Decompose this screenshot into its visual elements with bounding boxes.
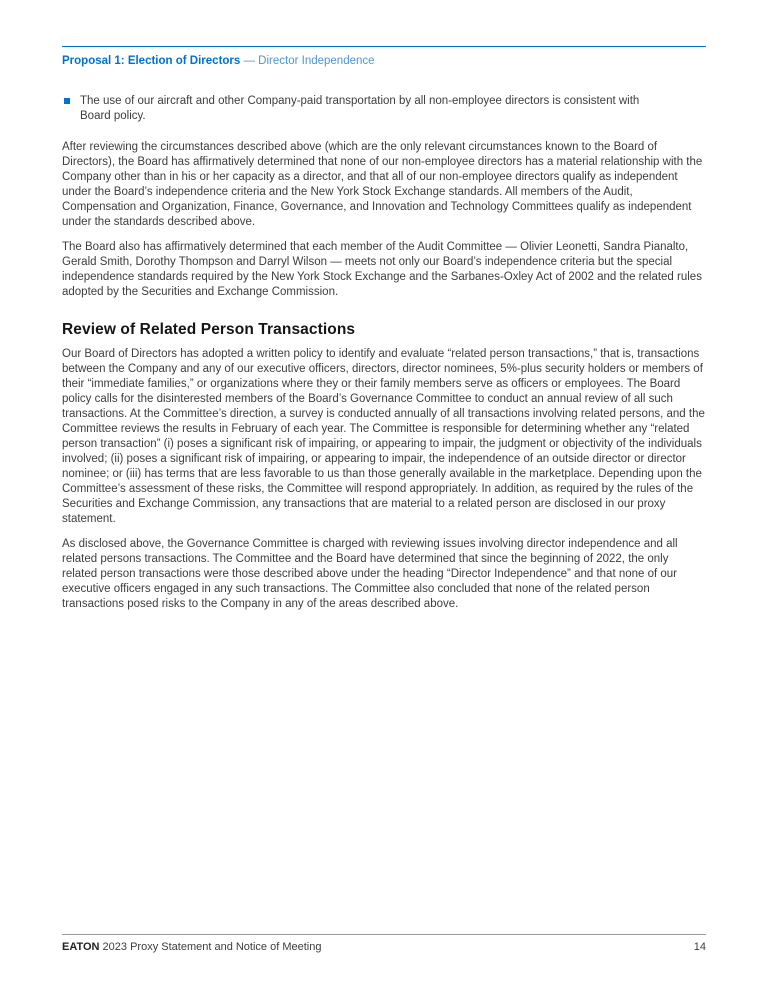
bullet-text: The use of our aircraft and other Company-paid transportation by all non-employee directors is consistent with Board policy. (80, 94, 640, 122)
section-heading-related-person-transactions: Review of Related Person Transactions (62, 321, 356, 339)
page-body (62, 94, 706, 612)
paragraph-related-person-policy: Our Board of Directors has adopted a written policy to identify and evaluate “related person transactions,” that is, transactions between the Company and any of our executive officers, directors, director nominees, 5%-plus security holders or members of their “immediate families,” or organizations where they or their family members serve as officers or employees. The Board policy calls for the disinterested members of the Board’s Governance Committee to conduct an annual review of all such transactions. At the Committee’s direction, a survey is conducted annually of all transactions involving related persons, and the Committee reviews the results in February of each year. The Committee is responsible for determining whether any “related person transaction” (i) poses a significant risk of impairing, or appearing to impair, the judgment or objectivity of the individuals involved; (ii) poses a significant risk of impairing, or appearing to impair, the independence of an outside director or director nominee; or (iii) has terms that are less favorable to us than those generally available in the marketplace. Depending upon the Committee’s assessment of these risks, the Committee will respond appropriately. In addition, as required by the rules of the Securities and Exchange Commission, any transactions that are material to a related person are disclosed in our proxy statement. (62, 348, 705, 525)
list-item (64, 94, 706, 124)
page-header (62, 46, 706, 69)
header-rule (62, 46, 706, 47)
footer-brand: EATON (62, 941, 100, 953)
paragraph-independence-determination: After reviewing the circumstances described above (which are the only relevant circumstances known to the Board of Directors), the Board has affirmatively determined that none of our non-employee directors has a material relationship with the Company other than in his or her capacity as a director, and that all of our non-employee directors qualify as independent under the Board’s independence criteria and the New York Stock Exchange standards. All members of the Audit, Compensation and Organization, Finance, Governance, and Innovation and Technology Committees qualify as independent under the standards described above. (62, 140, 703, 228)
footer-rule (62, 934, 706, 935)
footer-document-name: 2023 Proxy Statement and Notice of Meeting (99, 941, 322, 953)
running-header-proposal-title: Proposal 1: Election of Directors (62, 55, 241, 67)
bullet-list (64, 94, 706, 124)
page-number: 14 (693, 941, 706, 953)
running-header (62, 54, 706, 69)
running-header-section-title: — Director Independence (240, 55, 375, 67)
square-bullet-icon (64, 98, 70, 104)
footer-document-title (62, 941, 321, 953)
page-footer (62, 934, 706, 953)
paragraph-governance-committee-review: As disclosed above, the Governance Committee is charged with reviewing issues involving director independence and all related persons transactions. The Committee and the Board have determined that since the beginning of 2022, the only related person transactions were those described above under the heading “Director Independence” and that none of our executive officers engaged in any such transactions. The Committee also concluded that none of the related person transactions posed risks to the Company in any of the areas described above. (62, 538, 678, 611)
footer-row (62, 941, 706, 953)
paragraph-audit-committee-independence: The Board also has affirmatively determined that each member of the Audit Committee — Olivier Leonetti, Sandra Pianalto, Gerald Smith, Dorothy Thompson and Darryl Wilson — meets not only our Board’s independence criteria but the special independence standards required by the New York Stock Exchange and the Sarbanes-Oxley Act of 2002 and the related rules adopted by the Securities and Exchange Commission. (62, 241, 702, 299)
